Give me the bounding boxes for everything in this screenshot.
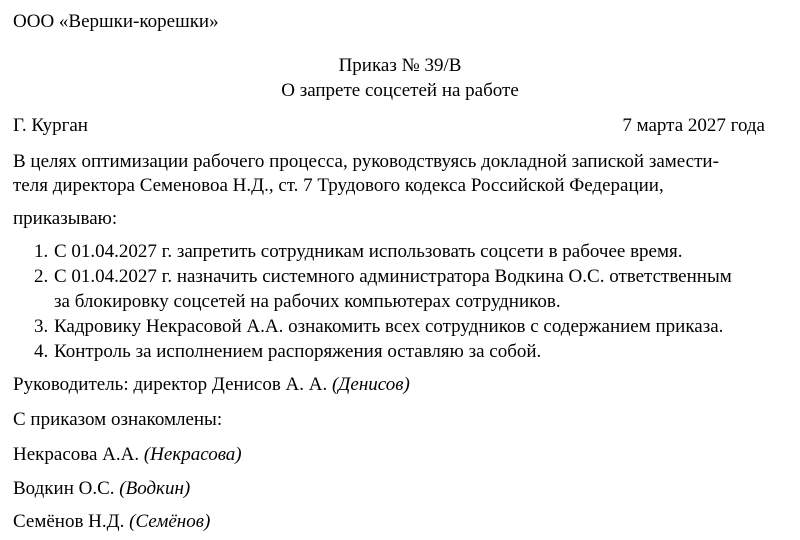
signatory-signature: (Семёнов): [129, 511, 211, 532]
item-text: С 01.04.2027 г. запретить сотрудникам использовать соцсети в рабочее время.: [54, 241, 683, 262]
signatory-signature: (Водкин): [119, 478, 191, 499]
order-word: приказываю:: [13, 208, 118, 229]
signatory-name: Семёнов Н.Д.: [13, 511, 125, 532]
item-number: 2.: [34, 266, 49, 287]
preamble-line-1: В целях оптимизации рабочего процесса, руководствуясь докладной запиской замести-: [13, 151, 719, 172]
item-text: С 01.04.2027 г. назначить системного администратора Водкина О.С. ответственным: [54, 266, 732, 287]
item-text: Кадровику Некрасовой А.А. ознакомить всех сотрудников с содержанием приказа.: [54, 316, 724, 337]
item-text: Контроль за исполнением распоряжения оставляю за собой.: [54, 341, 542, 362]
acquainted-label: С приказом ознакомлены:: [13, 409, 223, 430]
place: Г. Курган: [13, 115, 88, 136]
list-item: [34, 340, 541, 364]
signatory-row: [13, 477, 190, 501]
signatory-signature: (Некрасова): [143, 444, 242, 465]
company-name: ООО «Вершки-корешки»: [13, 11, 219, 32]
item-number: 4.: [34, 341, 49, 362]
item-number: 1.: [34, 241, 49, 262]
signatory-row: [13, 443, 242, 467]
order-subject: О запрете соцсетей на работе: [281, 80, 519, 101]
item-number: 3.: [34, 316, 49, 337]
signatory-row: [13, 510, 210, 534]
order-title: Приказ № 39/В: [338, 55, 462, 76]
order-date: 7 марта 2027 года: [622, 115, 765, 136]
list-item: [34, 240, 683, 264]
head-signature: (Денисов): [331, 374, 410, 395]
signatory-name: Некрасова А.А.: [13, 444, 140, 465]
head-label: Руководитель: директор Денисов А. А.: [13, 374, 328, 395]
list-item: [34, 315, 723, 339]
preamble-line-2: теля директора Семеновоа Н.Д., ст. 7 Трудового кодекса Российской Федерации,: [13, 175, 664, 196]
signatory-name: Водкин О.С.: [13, 478, 115, 499]
head-signature-line: [13, 373, 410, 397]
list-item: [34, 265, 732, 289]
item-continuation: за блокировку соцсетей на рабочих компьютерах сотрудников.: [54, 291, 561, 312]
